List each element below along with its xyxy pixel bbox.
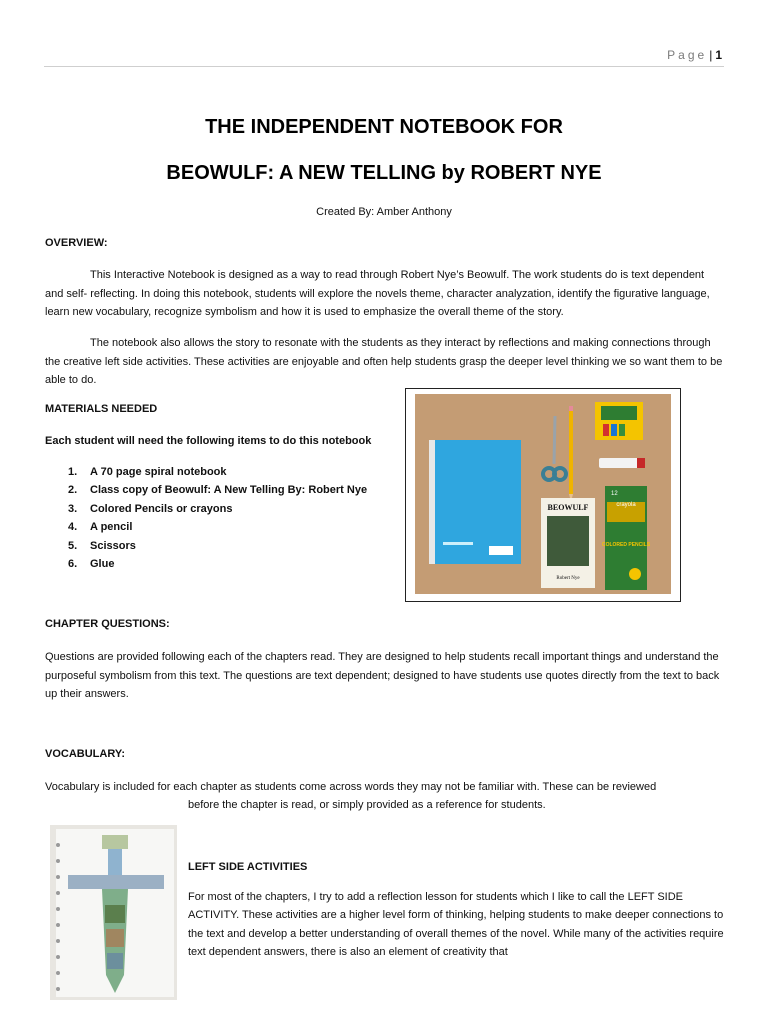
list-item <box>68 555 367 573</box>
notebook-spiral <box>429 440 435 564</box>
vocabulary-line-1: Vocabulary is included for each chapter as students come across words they may not be familiar with. These can be reviewed <box>45 781 657 793</box>
sword-crossguard <box>68 875 164 889</box>
list-number: 3. <box>68 502 78 515</box>
crayon-blue <box>611 424 617 436</box>
list-text: Scissors <box>90 539 136 552</box>
overview-paragraph-1 <box>45 266 725 322</box>
list-text: Class copy of Beowulf: A New Telling By: Robert Nye <box>90 484 368 497</box>
crayon-box-label <box>601 406 637 420</box>
crayon-box <box>595 402 643 440</box>
list-number: 1. <box>68 466 78 478</box>
beowulf-book <box>541 498 595 588</box>
sword-pommel <box>102 835 128 849</box>
page-number <box>667 48 722 62</box>
page-header <box>44 46 724 67</box>
pencil-body <box>569 410 573 494</box>
list-number: 5. <box>68 539 78 552</box>
chapter-questions-heading: CHAPTER QUESTIONS: <box>45 618 170 630</box>
vocabulary-heading: VOCABULARY: <box>45 748 126 760</box>
scissors-blade <box>554 416 555 464</box>
crayon-red <box>603 424 609 436</box>
pencil-eraser <box>569 406 573 411</box>
list-text: Colored Pencils or crayons <box>90 502 233 515</box>
pencil-box-brand: crayola <box>616 502 636 508</box>
overview-paragraph-2 <box>45 334 725 390</box>
sword-blade-image-2 <box>106 929 124 947</box>
left-side-paragraph: For most of the chapters, I try to add a reflection lesson for students which I like to call the LEFT SIDE ACTIVITY. These activities are a higher level form of thinking, helping students to make deeper connections to the text and develop a better understanding of overall themes of the novel. While many of the activities require text dependent answers, there is also an element of creativity that <box>188 891 724 959</box>
list-text: A pencil <box>90 521 133 534</box>
overview-heading: OVERVIEW: <box>45 237 108 249</box>
spiral-notebook <box>429 440 521 564</box>
list-item <box>68 518 367 536</box>
notebook-cover <box>429 440 521 564</box>
notebook-barcode <box>489 546 513 555</box>
list-number: 2. <box>68 484 78 497</box>
overview-text-2: The notebook also allows the story to resonate with the students as they interact by reflections and making connections through the creative left side activities. These activities are enjoyable and often help students grasp the deeper level thinking we so want them to be able to do. <box>45 337 723 386</box>
notebook-activity-photo <box>50 825 177 1000</box>
overview-text-1: This Interactive Notebook is designed as a way to read through Robert Nye’s Beowulf. The work students do is text dependent and self- reflecting. In doing this notebook, students will explore the novels theme, character analyzation, identify the figurative language, learn new vocabulary, recognize symbolism and how it is used to emphasize the overall theme of the story. <box>45 269 710 318</box>
sword-blade-image-3 <box>107 953 123 969</box>
book-illustration <box>547 516 589 566</box>
notebook-label <box>443 542 473 545</box>
chapter-questions-paragraph: Questions are provided following each of the chapters read. They are designed to help students recall important things and understand the purposeful symbolism from this text. The questions are text dependent; designed to have students use quotes directly from the text to back up their answers. <box>45 651 720 700</box>
list-number: 4. <box>68 521 78 534</box>
list-number: 6. <box>68 558 78 571</box>
list-item <box>68 537 367 555</box>
document-title-line-2: BEOWULF: A NEW TELLING by ROBERT NYE <box>166 162 602 184</box>
author-credit: Created By: Amber Anthony <box>316 206 452 218</box>
left-side-heading: LEFT SIDE ACTIVITIES <box>188 861 308 873</box>
list-item <box>68 500 367 518</box>
pencil <box>569 406 573 502</box>
materials-intro: Each student will need the following items to do this notebook <box>45 435 372 447</box>
book-author-text: Robert Nye <box>556 576 580 581</box>
list-text: Glue <box>90 558 115 571</box>
glue-stick-body <box>599 458 643 468</box>
materials-photo-illustration <box>415 394 671 594</box>
glue-stick-cap <box>637 458 645 468</box>
pencil-box-label: COLORED PENCILS <box>601 542 651 548</box>
page-label: Page <box>667 48 708 62</box>
page-divider: | <box>709 48 713 62</box>
sword-blade-image-1 <box>105 905 125 923</box>
materials-list <box>68 463 367 573</box>
glue-stick <box>599 458 645 468</box>
vocabulary-line-2: before the chapter is read, or simply provided as a reference for students. <box>188 799 546 811</box>
list-text: A 70 page spiral notebook <box>90 466 227 478</box>
notebook-activity-illustration <box>50 825 177 1000</box>
materials-photo <box>405 388 681 602</box>
list-item <box>68 481 367 499</box>
sword-grip <box>108 849 122 875</box>
list-item <box>68 463 367 481</box>
document-title-line-1: THE INDEPENDENT NOTEBOOK FOR <box>205 116 563 138</box>
colored-pencils-box <box>602 486 651 590</box>
pencil-box-count: 12 <box>611 491 618 497</box>
book-title-text: BEOWULF <box>547 503 589 512</box>
crayon-green <box>619 424 625 436</box>
page-number-value: 1 <box>715 48 722 62</box>
pencil-box-badge <box>629 568 641 580</box>
materials-heading: MATERIALS NEEDED <box>45 403 158 415</box>
